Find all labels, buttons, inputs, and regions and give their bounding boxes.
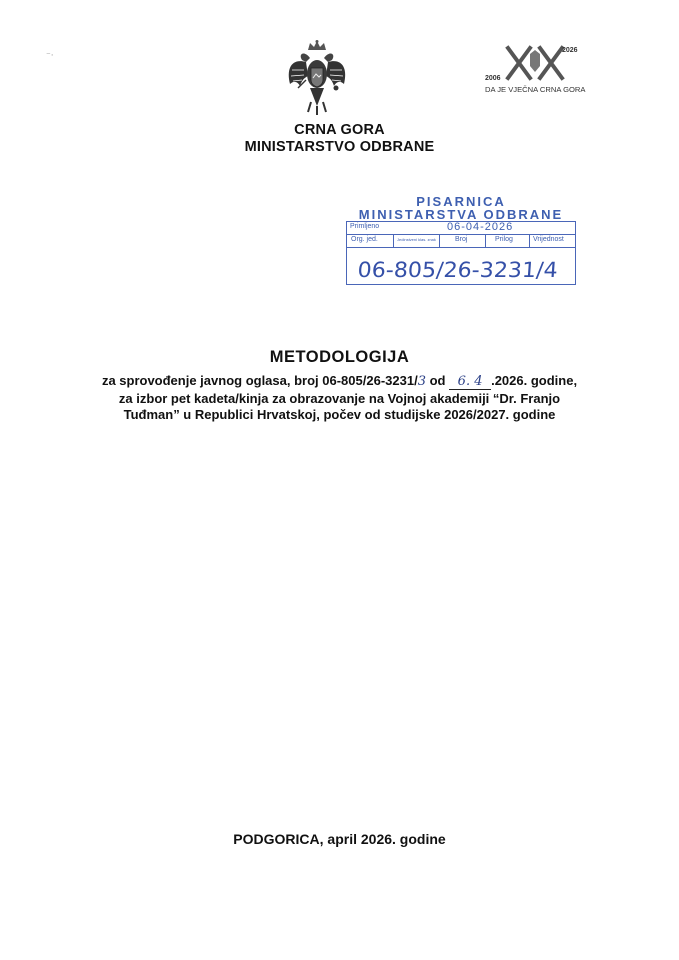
- document-subtitle-line-1: [0, 373, 679, 390]
- handwritten-registry-text: 06-805/26-3231/4: [356, 257, 549, 282]
- document-title: METODOLOGIJA: [269, 348, 410, 366]
- document-subtitle-line-3: Tuđman” u Republici Hrvatskoj, počev od studijske 2026/2027. godine: [123, 407, 556, 422]
- anniversary-year-start: 2006: [485, 75, 501, 82]
- date-blank-field: [449, 373, 491, 390]
- stamp-title-ministry: MINISTARSTVA ODBRANE: [358, 207, 564, 222]
- margin-mark: ⁻⋅: [46, 50, 54, 60]
- stamp-col-org: Org. jed.: [351, 236, 378, 243]
- place-and-date: PODGORICA, april 2026. godine: [233, 831, 446, 847]
- line1-mid: od: [425, 373, 450, 388]
- handwritten-sequence-number: 3: [417, 374, 426, 389]
- stamp-col-class: Jedinstveni klas. znak: [397, 237, 436, 242]
- stamp-col-attachment: Prilog: [495, 236, 513, 243]
- anniversary-year-end: 2026: [562, 47, 578, 54]
- stamp-received-label: Primljeno: [350, 223, 380, 230]
- country-name: CRNA GORA: [294, 122, 385, 138]
- stamp-received-date: 06-04-2026: [447, 221, 514, 233]
- anniversary-caption: DA JE VJEČNA CRNA GORA: [485, 85, 586, 94]
- stamp-col-value: Vrijednost: [533, 236, 564, 243]
- stamp-grid: [346, 221, 576, 285]
- line1-suffix: .2026. godine,: [491, 373, 578, 388]
- stamp-col-number: Broj: [455, 236, 468, 243]
- document-subtitle-line-2: za izbor pet kadeta/kinja za obrazovanje na Vojnoj akademiji “Dr. Franjo: [118, 391, 561, 406]
- anniversary-logo-icon: [478, 44, 592, 96]
- handwritten-date: 6. 4: [457, 374, 483, 389]
- registry-stamp: [342, 194, 580, 290]
- stamp-title-registry: PISARNICA: [416, 194, 506, 209]
- handwritten-registry-number: [347, 251, 577, 285]
- line1-prefix: za sprovođenje javnog oglasa, broj 06-805/26-3231/: [101, 373, 418, 388]
- coat-of-arms-icon: [286, 40, 348, 116]
- ministry-name: MINISTARSTVO ODBRANE: [244, 139, 435, 155]
